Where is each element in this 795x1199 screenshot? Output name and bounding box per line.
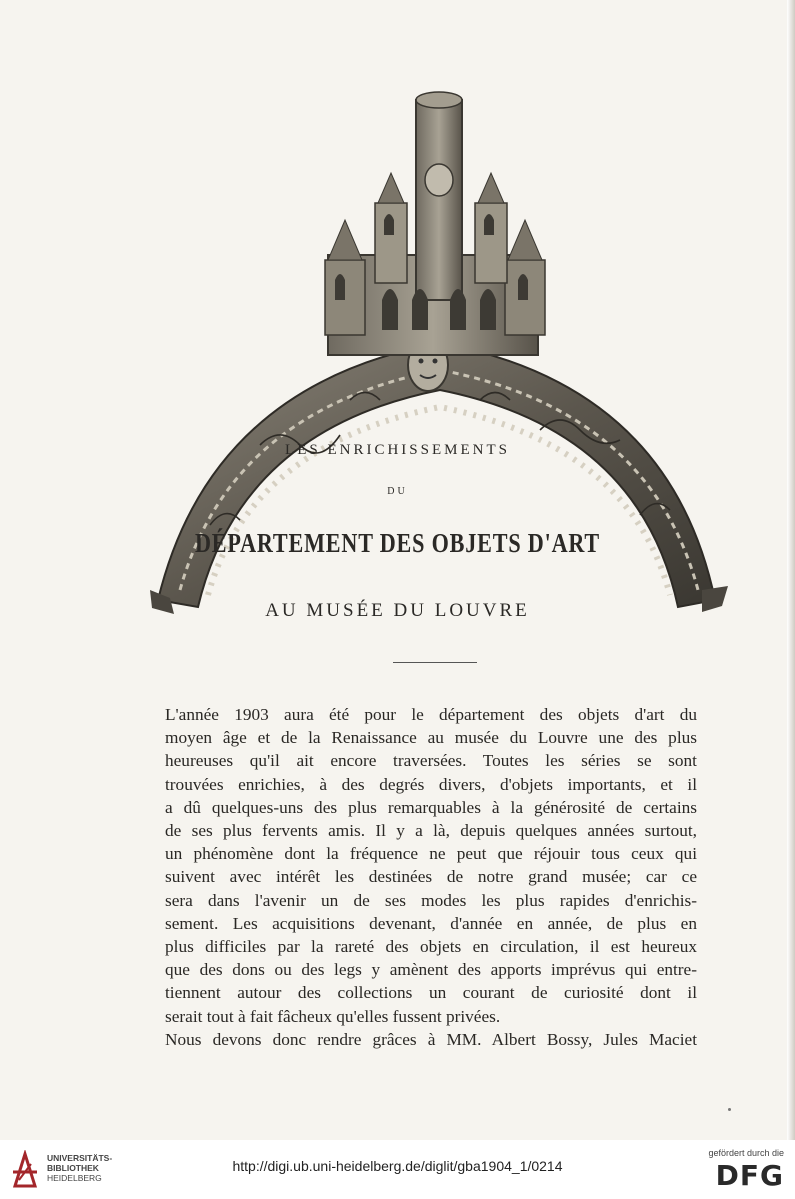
body-line: sera dans l'avenir un de ses modes les plus rapides d'enrichis- <box>165 890 697 910</box>
body-line: un phénomène dont la fréquence ne peut que réjouir tous ceux qui <box>165 844 697 864</box>
permalink-url[interactable]: http://digi.ub.uni-heidelberg.de/diglit/gba1904_1/0214 <box>232 1158 563 1174</box>
body-line: moyen âge et de la Renaissance au musée du Louvre une des plus <box>165 728 697 748</box>
uni-line: UNIVERSITÄTS- <box>47 1153 113 1163</box>
title-divider-rule <box>393 662 477 663</box>
title-line-louvre: AU MUSÉE DU LOUVRE <box>265 600 530 621</box>
body-line: sement. Les acquisitions devenant, d'année en année, de plus en <box>165 913 697 933</box>
title-line-enrichissements: LES ENRICHISSEMENTS <box>285 442 510 458</box>
page-edge-shadow <box>787 0 795 1140</box>
body-line: que des dons ou des legs y amènent des apports imprévus qui entre- <box>165 960 697 980</box>
body-line: L'année 1903 aura été pour le département des objets d'art du <box>165 705 697 724</box>
uni-line: BIBLIOTHEK <box>47 1163 99 1173</box>
body-line: serait tout à fait fâcheux qu'elles fussent privées. <box>165 1006 501 1026</box>
dfg-logo[interactable]: DFG <box>715 1159 784 1192</box>
uni-line: HEIDELBERG <box>47 1173 102 1183</box>
body-line: trouvées enrichies, à des degrés divers, d'objets importants, et il <box>165 774 697 794</box>
title-line-departement: DÉPARTEMENT DES OBJETS D'ART <box>194 528 601 558</box>
footer-bar <box>0 1140 795 1199</box>
body-line: suivent avec intérêt les destinées de notre grand musée; car ce <box>165 867 697 887</box>
article-body <box>165 703 697 1051</box>
body-line: heureuses qu'il ait encore traversées. Toutes les séries se sont <box>165 751 697 771</box>
body-line: Nous devons donc rendre grâces à MM. Albert Bossy, Jules Maciet <box>165 1029 697 1049</box>
body-line: plus difficiles par la rareté des objets en circulation, il est heureux <box>165 937 697 957</box>
print-speck <box>728 1108 731 1111</box>
body-line: de ses plus fervents amis. Il y a là, depuis quelques années surtout, <box>165 821 697 841</box>
body-line: a dû quelques-uns des plus remarquables à la générosité de certains <box>165 797 697 817</box>
dfg-caption: gefördert durch die <box>708 1148 784 1158</box>
title-line-du: DU <box>387 486 408 497</box>
body-line: tiennent autour des collections un courant de curiosité dont il <box>165 983 697 1003</box>
